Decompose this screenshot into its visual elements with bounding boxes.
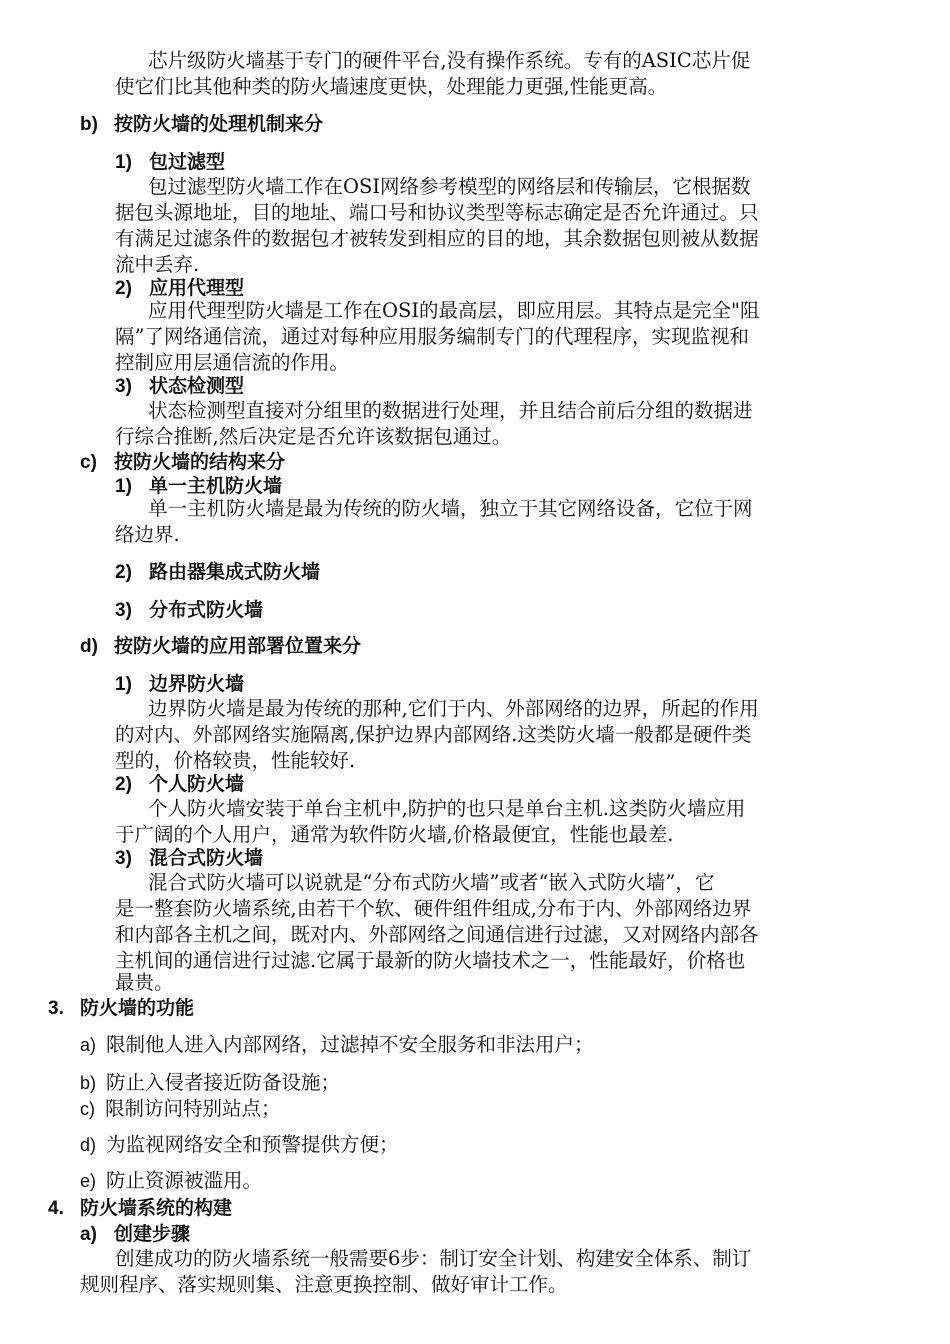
d3-line-3: 和内部各主机之间，既对内、外部网络之间通信进行过滤，又对网络内部各: [115, 923, 759, 946]
d3-title: 混合式防火墙: [149, 847, 264, 869]
section-4-marker: 4.: [48, 1198, 64, 1219]
function-item-b: [80, 1070, 340, 1096]
b1-line-3: 有满足过滤条件的数据包才被转发到相应的目的地，其余数据包则被从数据: [115, 227, 759, 250]
b2-line-2: 隔”了网络通信流，通过对每种应用服务编制专门的代理程序，实现监视和: [115, 325, 749, 348]
function-item-c-text: 限制访问特别站点；: [105, 1097, 281, 1120]
d1-line-1: 边界防火墙是最为传统的那种,它们于内、外部网络的边界，所起的作用: [148, 697, 759, 720]
intro-line-1: 芯片级防火墙基于专门的硬件平台,没有操作系统。专有的ASIC芯片促: [148, 49, 751, 72]
function-item-d-marker: d): [80, 1135, 97, 1155]
function-item-d: [80, 1132, 399, 1158]
c3-title: 分布式防火墙: [149, 599, 264, 621]
b3-line-1: 状态检测型直接对分组里的数据进行处理，并且结合前后分组的数据进: [148, 399, 753, 422]
c2-title: 路由器集成式防火墙: [149, 561, 321, 583]
function-item-a-marker: a): [80, 1035, 97, 1055]
b2-line-3: 控制应用层通信流的作用。: [115, 351, 350, 374]
b1-marker: 1): [115, 152, 132, 173]
d1-line-3: 型的，价格较贵，性能较好.: [115, 749, 356, 772]
b3-title: 状态检测型: [149, 375, 245, 397]
d2-line-1: 个人防火墙安装于单台主机中,防护的也只是单台主机.这类防火墙应用: [148, 797, 746, 820]
d2-marker: 2): [115, 774, 132, 795]
d2-heading: [115, 772, 244, 797]
d3-line-2: 是一整套防火墙系统,由若干个软、硬件组件组成,分布于内、外部网络边界: [115, 897, 752, 920]
function-item-e-marker: e): [80, 1171, 97, 1191]
section-4a-line-2: 规则程序、落实规则集、注意更换控制、做好审计工作。: [80, 1273, 568, 1296]
c2-marker: 2): [115, 562, 132, 583]
section-c-marker: c): [80, 452, 97, 473]
d3-marker: 3): [115, 848, 132, 869]
c1-marker: 1): [115, 476, 132, 497]
section-d-heading: [80, 634, 361, 659]
d3-line-4: 主机间的通信进行过滤.它属于最新的防火墙技术之一，性能最好，价格也: [115, 949, 746, 972]
section-4-title: 防火墙系统的构建: [80, 1197, 233, 1219]
section-3-title: 防火墙的功能: [80, 997, 195, 1019]
b1-line-4: 流中丢弃.: [115, 253, 200, 276]
section-4a-line-1: 创建成功的防火墙系统一般需要6步：制订安全计划、构建安全体系、制订: [115, 1247, 752, 1270]
section-3-marker: 3.: [48, 998, 64, 1019]
section-4a-title: 创建步骤: [114, 1223, 191, 1245]
d3-heading: [115, 846, 263, 871]
section-4a-marker: a): [80, 1224, 97, 1245]
function-item-d-text: 为监视网络安全和预警提供方便；: [106, 1133, 399, 1156]
section-c-title: 按防火墙的结构来分: [114, 451, 286, 473]
section-b-marker: b): [80, 114, 98, 135]
d1-title: 边界防火墙: [149, 673, 245, 695]
c1-line-2: 络边界.: [115, 523, 180, 546]
d2-title: 个人防火墙: [149, 773, 245, 795]
d2-line-2: 于广阔的个人用户，通常为软件防火墙,价格最便宜，性能也最差.: [115, 823, 674, 846]
d1-heading: [115, 672, 244, 697]
b1-line-2: 据包头源地址，目的地址、端口号和协议类型等标志确定是否允许通过。只: [115, 201, 759, 224]
function-item-c-marker: c): [80, 1099, 95, 1119]
c1-line-1: 单一主机防火墙是最为传统的防火墙，独立于其它网络设备，它位于网: [148, 497, 753, 520]
section-b-heading: [80, 112, 323, 137]
section-d-title: 按防火墙的应用部署位置来分: [114, 635, 362, 657]
b1-line-1: 包过滤型防火墙工作在OSI网络参考模型的网络层和传输层，它根据数: [148, 175, 751, 198]
c3-heading: [115, 598, 263, 623]
b1-title: 包过滤型: [149, 151, 226, 173]
function-item-c: [80, 1096, 281, 1122]
d3-line-1: 混合式防火墙可以说就是“分布式防火墙”或者“嵌入式防火墙”，它: [148, 871, 715, 894]
function-item-a: [80, 1032, 594, 1058]
function-item-a-text: 限制他人进入内部网络，过滤掉不安全服务和非法用户；: [106, 1033, 594, 1056]
section-4a-heading: [80, 1222, 190, 1247]
section-4-heading: [48, 1196, 232, 1221]
b2-marker: 2): [115, 278, 132, 299]
c2-heading: [115, 560, 320, 585]
section-c-heading: [80, 450, 285, 475]
c1-title: 单一主机防火墙: [149, 475, 283, 497]
b3-line-2: 行综合推断,然后决定是否允许该数据包通过。: [115, 425, 512, 448]
b2-title: 应用代理型: [149, 277, 245, 299]
b2-line-1: 应用代理型防火墙是工作在OSI的最高层，即应用层。其特点是完全"阻: [148, 299, 760, 322]
d1-line-2: 的对内、外部网络实施隔离,保护边界内部网络.这类防火墙一般都是硬件类: [115, 723, 752, 746]
function-item-e: [80, 1168, 262, 1194]
function-item-b-text: 防止入侵者接近防备设施；: [106, 1071, 341, 1094]
b3-heading: [115, 374, 244, 399]
section-b-title: 按防火墙的处理机制来分: [114, 113, 324, 135]
section-d-marker: d): [80, 636, 98, 657]
d1-marker: 1): [115, 674, 132, 695]
c3-marker: 3): [115, 600, 132, 621]
b1-heading: [115, 150, 225, 175]
b3-marker: 3): [115, 376, 132, 397]
section-3-heading: [48, 996, 194, 1021]
intro-line-2: 使它们比其他种类的防火墙速度更快，处理能力更强,性能更高。: [115, 75, 668, 98]
function-item-b-marker: b): [80, 1073, 97, 1093]
d3-line-5: 最贵。: [115, 971, 174, 994]
function-item-e-text: 防止资源被滥用。: [106, 1169, 263, 1192]
